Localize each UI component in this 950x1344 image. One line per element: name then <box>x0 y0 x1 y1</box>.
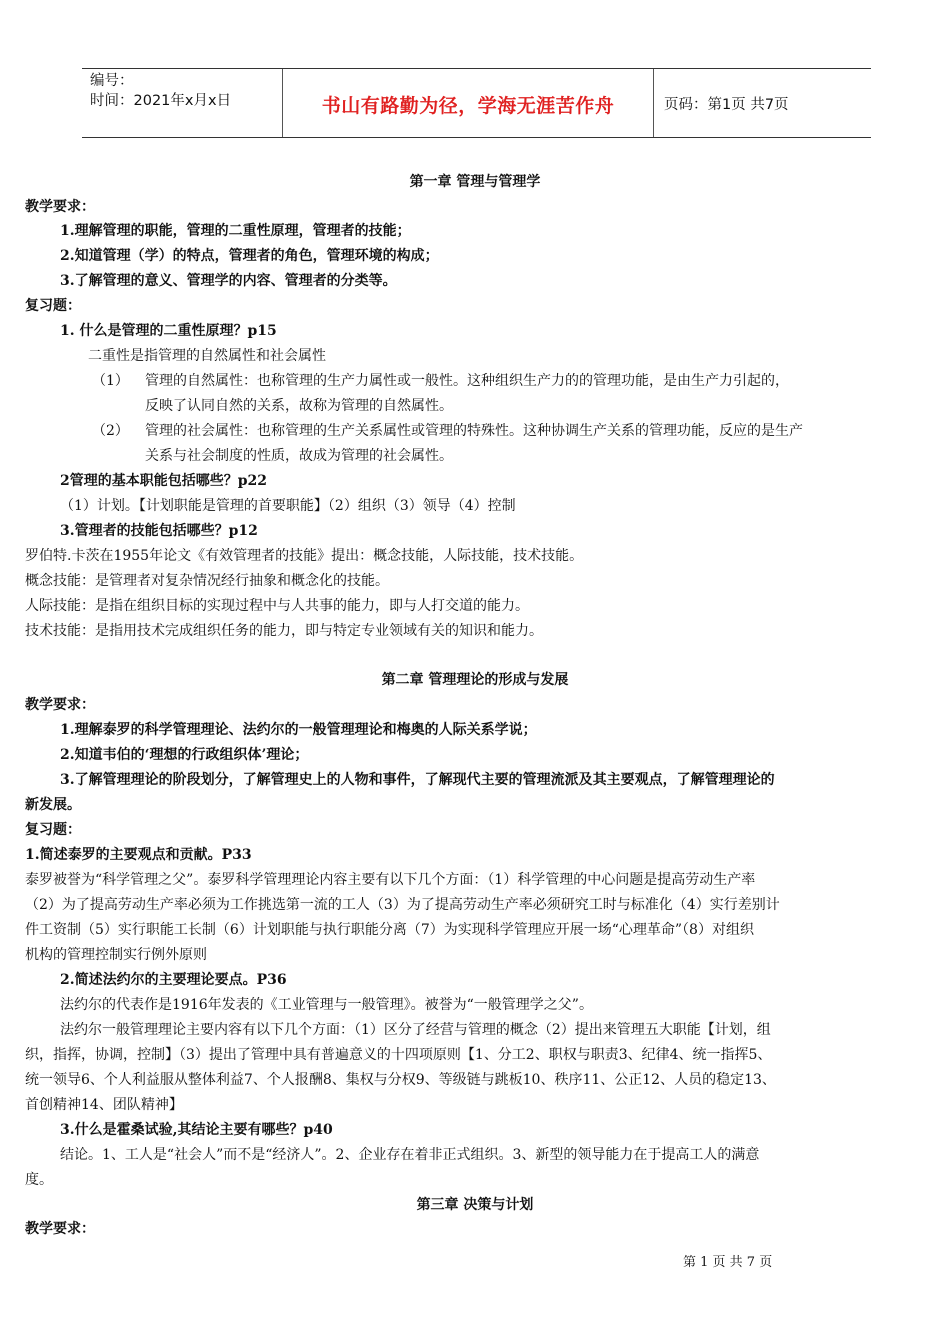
ch1-q3-answer-1: 罗伯特.卡茨在1955年论文《有效管理者的技能》提出：概念技能，人际技能，技术技能。 <box>25 548 584 564</box>
page-footer: 第 1 页 共 7 页 <box>683 1255 773 1270</box>
ch1-requirement-3: 3.了解管理的意义、管理学的内容、管理者的分类等。 <box>60 273 397 289</box>
chapter-1-title: 第一章 管理与管理学 <box>409 174 541 190</box>
ch2-q1-answer-1: 泰罗被誉为“科学管理之父”。泰罗科学管理理论内容主要有以下几个方面：（1）科学管理的中心问题是提高劳动生产率 <box>25 872 756 888</box>
ch1-q1-item-a-line-2: 反映了认同自然的关系，故称为管理的自然属性。 <box>145 398 453 414</box>
ch2-q1-answer-2: （2）为了提高劳动生产率必须为工作挑选第一流的工人（3）为了提高劳动生产率必须研究工时与标准化（4）实行差别计 <box>25 897 780 913</box>
ch1-q1-item-a-line-1: 管理的自然属性：也称管理的生产力属性或一般性。这种组织生产力的的管理功能，是由生产力引起的， <box>145 373 789 389</box>
chapter-2-title: 第二章 管理理论的形成与发展 <box>381 672 569 688</box>
ch2-requirement-3-line-2: 新发展。 <box>25 797 81 813</box>
ch2-q2-answer-1: 法约尔的代表作是1916年发表的《工业管理与一般管理》。被誉为“一般管理学之父”。 <box>60 997 593 1013</box>
ch2-q1-answer-4: 机构的管理控制实行例外原则 <box>25 947 207 963</box>
ch2-requirement-3-line-1: 3.了解管理理论的阶段划分，了解管理史上的人物和事件，了解现代主要的管理流派及其主要观点，了解管理理论的 <box>60 772 775 788</box>
ch1-q3-answer-2: 概念技能：是管理者对复杂情况经行抽象和概念化的技能。 <box>25 573 389 589</box>
ch1-question-1: 1. 什么是管理的二重性原理？p15 <box>60 323 277 339</box>
ch1-q1-item-b-number: （2） <box>92 423 129 439</box>
ch3-requirements-heading: 教学要求： <box>25 1221 95 1237</box>
chapter-3-title: 第三章 决策与计划 <box>416 1197 534 1213</box>
ch2-q1-answer-3: 件工资制（5）实行职能工长制（6）计划职能与执行职能分离（7）为实现科学管理应开展一场“心理革命”（8）对组织 <box>25 922 754 938</box>
ch2-requirements-heading: 教学要求： <box>25 697 95 713</box>
ch2-question-2: 2.简述法约尔的主要理论要点。P36 <box>60 972 287 988</box>
ch1-review-heading: 复习题： <box>25 298 81 314</box>
ch1-question-2: 2管理的基本职能包括哪些？p22 <box>60 473 268 489</box>
header-page-label: 页码：第1页 共7页 <box>664 97 789 113</box>
header-left <box>90 71 231 111</box>
ch2-q2-answer-5: 首创精神14、团队精神】 <box>25 1097 183 1113</box>
ch2-q2-answer-2: 法约尔一般管理理论主要内容有以下几个方面：（1）区分了经营与管理的概念（2）提出来管理五大职能【计划，组 <box>60 1022 771 1038</box>
ch2-requirement-1: 1.理解泰罗的科学管理理论、法约尔的一般管理理论和梅奥的人际关系学说； <box>60 722 537 738</box>
header-motto: 书山有路勤为径，学海无涯苦作舟 <box>321 95 615 117</box>
page-header <box>82 68 871 138</box>
ch2-q3-answer-1: 结论。1、工人是“社会人”而不是“经济人”。2、企业存在着非正式组织。3、新型的领导能力在于提高工人的满意 <box>60 1147 760 1163</box>
document-date-label: 时间：2021年x月x日 <box>90 93 232 109</box>
ch1-q3-answer-3: 人际技能：是指在组织目标的实现过程中与人共事的能力，即与人打交道的能力。 <box>25 598 529 614</box>
ch1-requirement-1: 1.理解管理的职能，管理的二重性原理，管理者的技能； <box>60 223 411 239</box>
document-number-label: 编号： <box>90 73 134 89</box>
ch2-question-3: 3.什么是霍桑试验,其结论主要有哪些？p40 <box>60 1122 333 1138</box>
ch1-q1-intro: 二重性是指管理的自然属性和社会属性 <box>88 348 326 364</box>
ch1-requirements-heading: 教学要求： <box>25 199 95 215</box>
ch1-q1-item-a-number: （1） <box>92 373 129 389</box>
ch2-q2-answer-4: 统一领导6、个人利益服从整体利益7、个人报酬8、集权与分权9、等级链与跳板10、秩序11、公正12、人员的稳定13、 <box>25 1072 776 1088</box>
ch1-question-3: 3.管理者的技能包括哪些？p12 <box>60 523 258 539</box>
ch2-question-1: 1.简述泰罗的主要观点和贡献。P33 <box>25 847 252 863</box>
ch1-requirement-2: 2.知道管理（学）的特点，管理者的角色，管理环境的构成； <box>60 248 439 264</box>
ch1-q3-answer-4: 技术技能：是指用技术完成组织任务的能力，即与特定专业领域有关的知识和能力。 <box>25 623 543 639</box>
ch1-q2-answer: （1）计划。【计划职能是管理的首要职能】（2）组织（3）领导（4）控制 <box>60 498 516 514</box>
ch1-q1-item-b-line-1: 管理的社会属性：也称管理的生产关系属性或管理的特殊性。这种协调生产关系的管理功能，反应的是生产 <box>145 423 803 439</box>
header-motto-cell <box>282 69 654 137</box>
ch2-q2-answer-3: 织，指挥，协调，控制】（3）提出了管理中具有普遍意义的十四项原则【1、分工2、职权与职责3、纪律4、统一指挥5、 <box>25 1047 772 1063</box>
ch2-q3-answer-2: 度。 <box>25 1172 53 1188</box>
ch2-review-heading: 复习题： <box>25 822 81 838</box>
ch2-requirement-2: 2.知道韦伯的‘理想的行政组织体’理论； <box>60 747 309 763</box>
ch1-q1-item-b-line-2: 关系与社会制度的性质，故成为管理的社会属性。 <box>145 448 453 464</box>
